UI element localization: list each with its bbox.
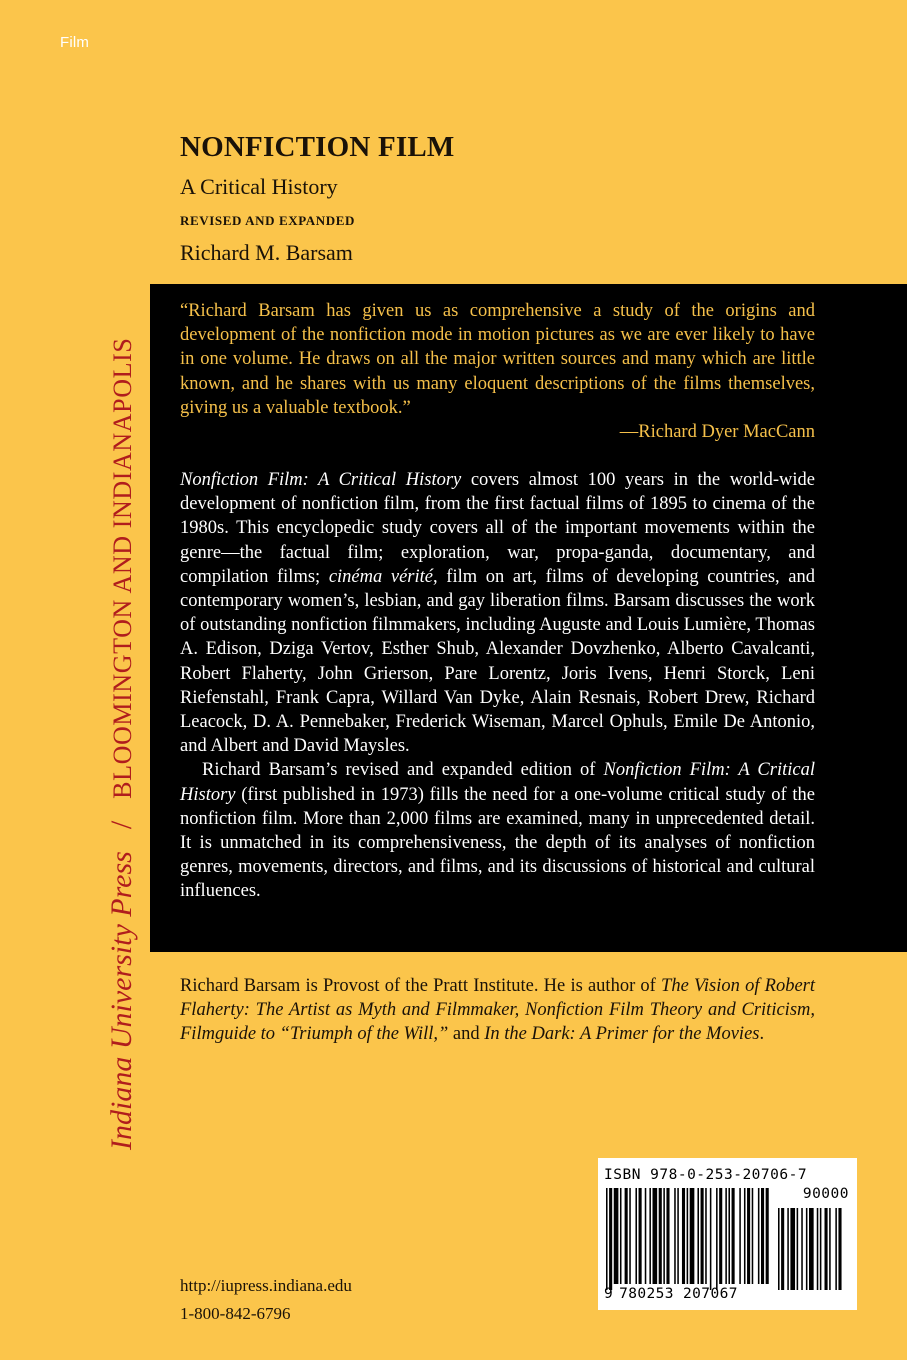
quote-text: “Richard Barsam has given us as comprehensive a study of the origins and development of the nonfiction mode in motion pictures as we are ever likely to have in one volume. He draws on all the major written sources and many which are little known, and he shares with us many eloquent descriptions of the films themselves, giving us a valuable textbook.” (180, 301, 815, 418)
spine-separator: / (105, 820, 138, 830)
publisher-city: BLOOMINGTON AND INDIANAPOLIS (108, 337, 137, 799)
spine-text (102, 150, 142, 1150)
description-paragraph-1: Nonfiction Film: A Critical History covers almost 100 years in the world-wide development of nonfiction film, from the first factual films of 1895 to cinema of the 1980s. This encyclopedic study covers all of the important movements within the genre—the factual film; exploration, war, propa-ganda, documentary, and compilation films; cinéma vérité, film on art, films of developing countries, and contemporary women’s, lesbian, and gay liberation films. Barsam discusses the work of outstanding nonfiction filmmakers, including Auguste and Louis Lumière, Thomas A. Edison, Dziga Vertov, Esther Shub, Alexander Dovzhenko, Alberto Cavalcanti, Robert Flaherty, John Grierson, Pare Lorentz, Joris Ivens, Henri Storck, Leni Riefenstahl, Frank Capra, Willard Van Dyke, Alain Resnais, Robert Drew, Richard Leacock, D. A. Pennebaker, Frederick Wiseman, Marcel Ophuls, Emile De Antonio, and Albert and David Maysles. (180, 470, 816, 757)
barcode (598, 1158, 857, 1310)
book-title: NONFICTION FILM (180, 131, 455, 163)
category-label: Film (60, 34, 90, 51)
bio-work-last: In the Dark: A Primer for the Movies (484, 1024, 760, 1045)
author-name: Richard M. Barsam (180, 240, 353, 265)
title-block (180, 131, 454, 266)
description-title-ref: Nonfiction Film: A Critical History (180, 470, 462, 490)
review-quote (180, 299, 815, 444)
publisher-name: Indiana University Press (105, 851, 138, 1150)
quote-attribution: —Richard Dyer MacCann (619, 422, 815, 443)
description-paragraph-2: Richard Barsam’s revised and expanded edition of Nonfiction Film: A Critical History (first published in 1973) fills the need for a one-volume critical study of the nonfiction film. More than 2,000 films are examined, many in unprecedented detail. It is unmatched in its comprehensiveness, the depth of its analyses of nonfiction genres, movements, directors, and films, and its discussions of historical and cultural influences. (180, 760, 815, 902)
edition-label: REVISED AND EXPANDED (180, 213, 356, 228)
publisher-url[interactable]: http://iupress.indiana.edu (180, 1276, 352, 1295)
isbn-number: ISBN 978-0-253-20706-7 (604, 1167, 808, 1183)
author-bio: Richard Barsam is Provost of the Pratt Institute. He is author of The Vision of Robert Flaherty: The Artist as Myth and Filmmaker, Nonfiction Film Theory and Criticism, Filmguide to “Triumph of the Will,” and In the Dark: A Primer for the Movies. (180, 976, 815, 1045)
publisher-phone: 1-800-842-6796 (180, 1304, 291, 1323)
book-subtitle: A Critical History (180, 174, 338, 199)
bio-works: The Vision of Robert Flaherty: The Artist as Myth and Filmmaker, Nonfiction Film Theory and Criticism, Filmguide to “Triumph of the Will,” (180, 976, 815, 1045)
price-code: 90000 (802, 1186, 849, 1202)
cinema-verite-term: cinéma vérité (328, 566, 434, 587)
publisher-contact (180, 1272, 352, 1328)
book-description (180, 468, 815, 904)
ean-digits: 9 780253 207067 (604, 1286, 738, 1302)
description-title-ref-2: Nonfiction Film: A Critical History (180, 760, 815, 805)
